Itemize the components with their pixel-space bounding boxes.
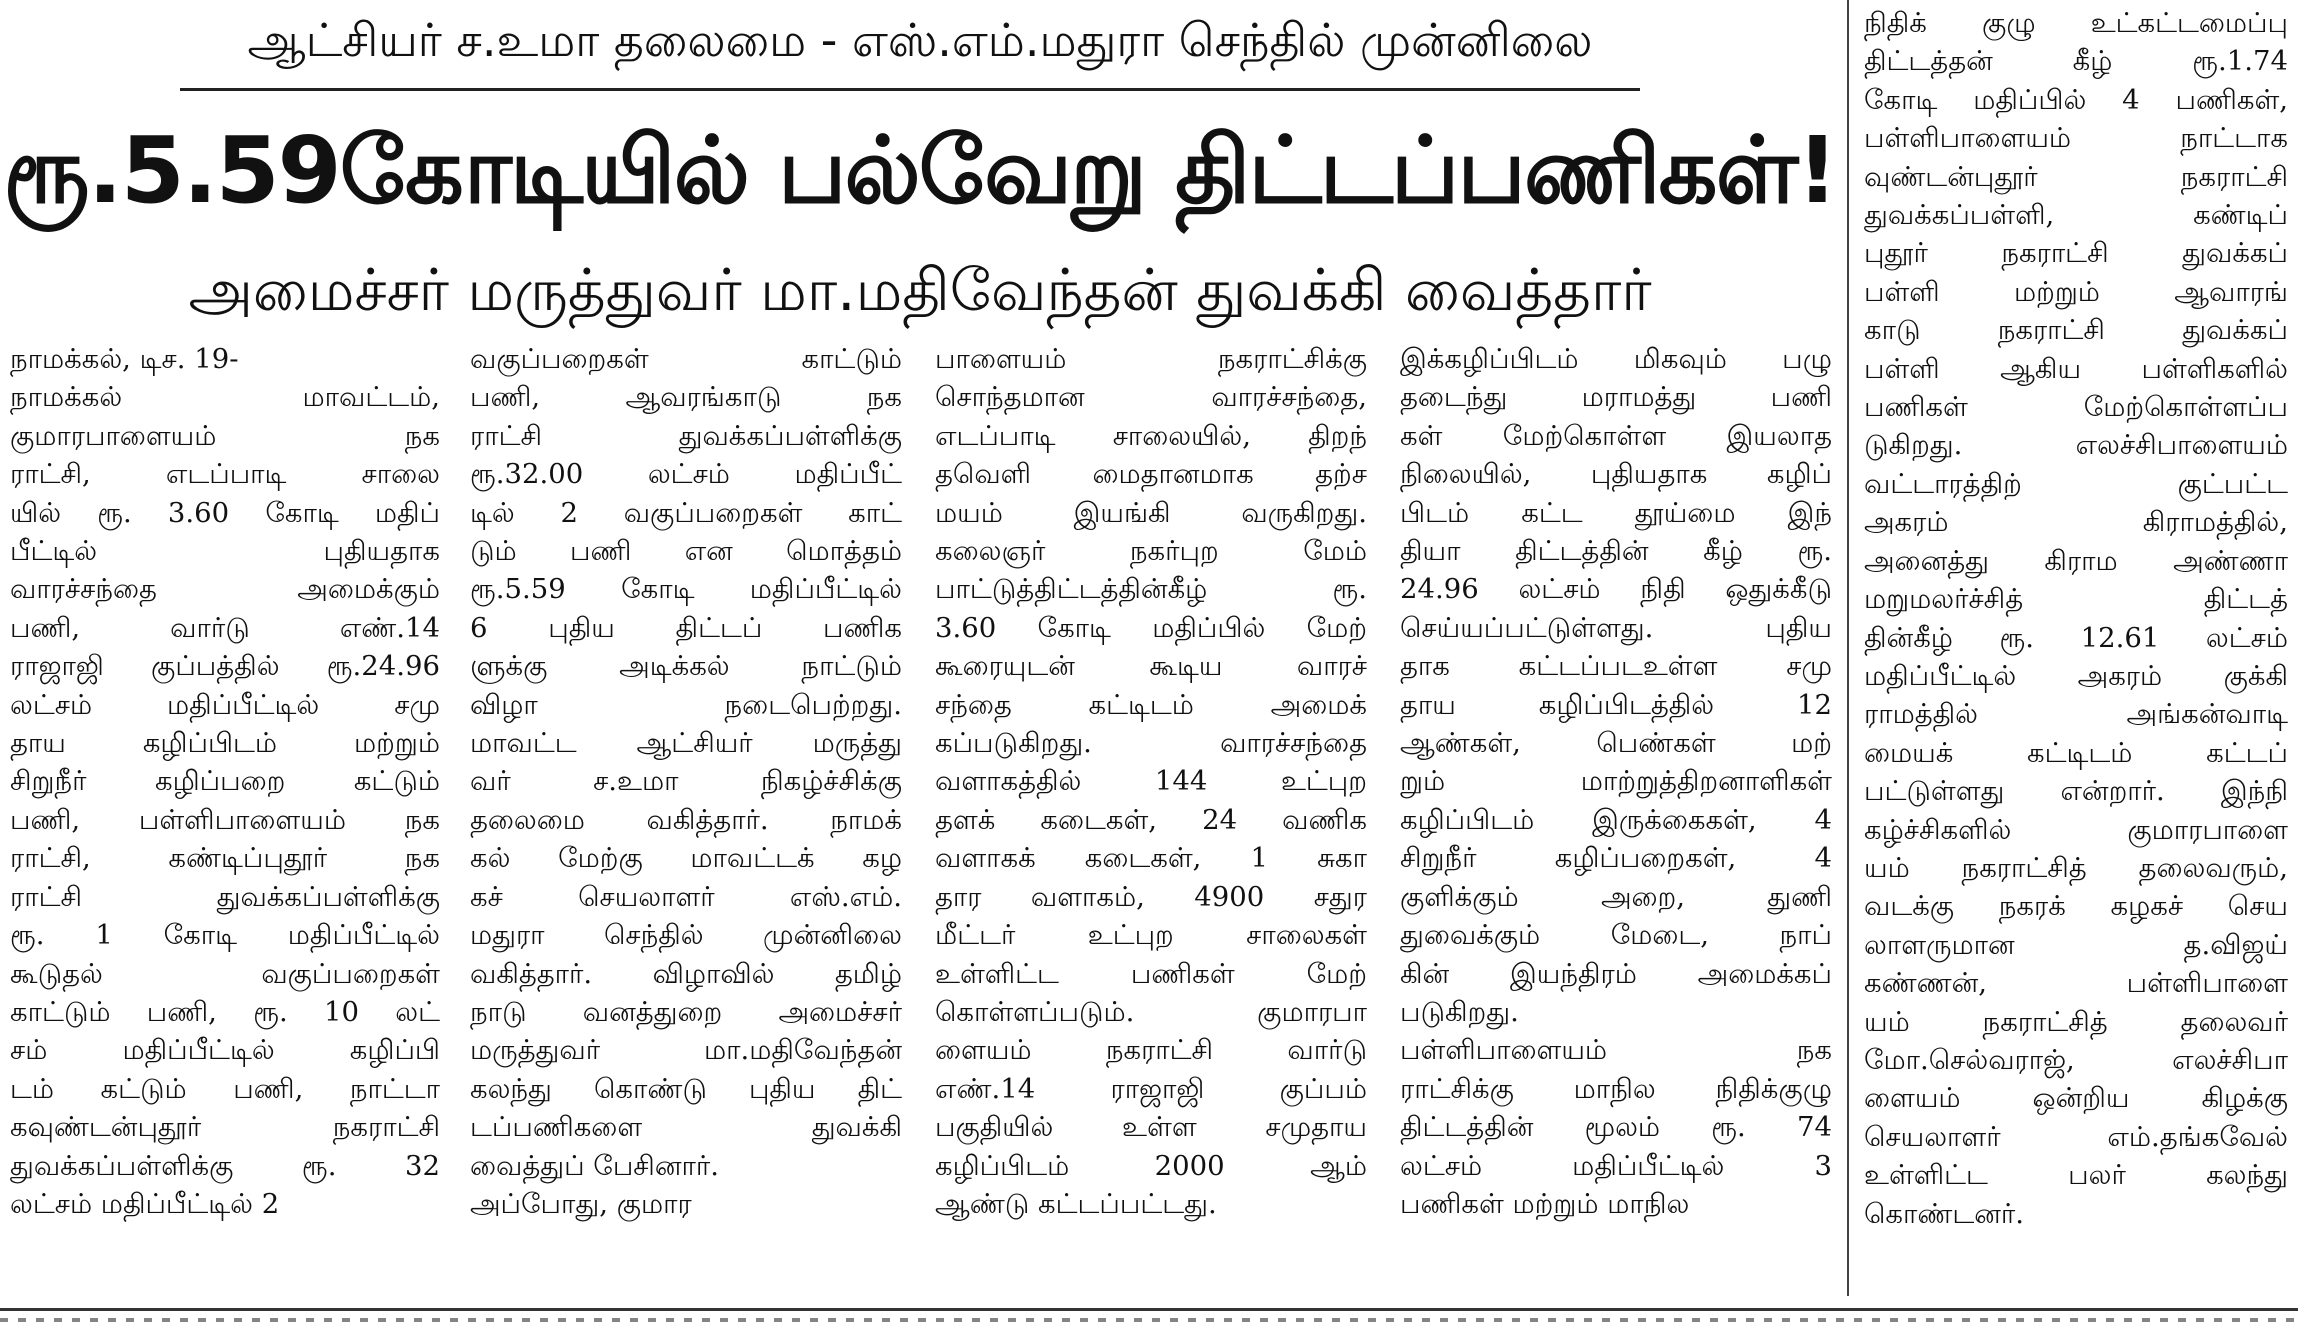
- text-line: தாக கட்டப்படஉள்ள சமு: [1400, 650, 1832, 683]
- bottom-rule: [0, 1308, 2298, 1311]
- text-line: கொண்டனர்.: [1864, 1197, 2025, 1230]
- text-line: டம் கட்டும் பணி, நாட்டா: [10, 1072, 440, 1105]
- text-line: வாரச்சந்தை அமைக்கும்: [10, 573, 440, 606]
- text-line: ஆண்கள், பெண்கள் மற்: [1400, 727, 1832, 760]
- text-line: வுண்டன்புதூர் நகராட்சி: [1864, 160, 2288, 193]
- text-line: கச் செயலாளர் எஸ்.எம்.: [470, 880, 902, 913]
- text-line: லட்சம் மதிப்பீட்டில் 3: [1400, 1149, 1832, 1182]
- text-line: தவெளி மைதானமாக தற்ச: [935, 458, 1367, 491]
- text-line: றும் மாற்றுத்திறனாளிகள்: [1400, 765, 1832, 798]
- text-line: வளாகக் கடைகள், 1 சுகா: [935, 842, 1367, 875]
- kicker-divider: [180, 88, 1640, 91]
- text-line: ராட்சி துவக்கப்பள்ளிக்கு: [470, 419, 902, 452]
- text-line: குளிக்கும் அறை, துணி: [1400, 880, 1832, 913]
- text-line: சிறுநீர் கழிப்பறைகள், 4: [1400, 842, 1832, 875]
- text-line: பாளையம் நகராட்சிக்கு: [935, 343, 1367, 375]
- text-line: வகித்தார். விழாவில் தமிழ்: [470, 957, 902, 990]
- text-line: நிலையில், புதியதாக கழிப்: [1400, 458, 1832, 491]
- text-line: பள்ளிபாளையம் நாட்டாக: [1864, 122, 2288, 155]
- text-line: வட்டாரத்திற் குட்பட்ட: [1864, 467, 2288, 500]
- text-line: ராட்சி துவக்கப்பள்ளிக்கு: [10, 880, 440, 913]
- text-line: அகரம் கிராமத்தில்,: [1864, 506, 2288, 539]
- text-line: கள் மேற்கொள்ள இயலாத: [1400, 419, 1832, 452]
- text-line: புதூர் நகராட்சி துவக்கப்: [1864, 237, 2288, 270]
- text-line: பள்ளி மற்றும் ஆவாரங்: [1864, 275, 2288, 308]
- text-line: 24.96 லட்சம் நிதி ஒதுக்கீடு: [1400, 573, 1832, 606]
- text-line: காட்டும் பணி, ரூ. 10 லட்: [10, 995, 440, 1028]
- text-line: மீட்டர் உட்புற சாலைகள்: [935, 919, 1367, 952]
- text-line: பட்டுள்ளது என்றார். இந்நி: [1864, 775, 2288, 808]
- bottom-dashed-rule: [0, 1318, 2298, 1322]
- text-line: ராட்சி, கண்டிப்புதூர் நக: [10, 842, 440, 875]
- text-line: வடக்கு நகரக் கழகச் செய: [1864, 890, 2288, 923]
- text-line: கோடி மதிப்பில் 4 பணிகள்,: [1864, 83, 2288, 116]
- text-line: எடப்பாடி சாலையில், திறந்: [935, 419, 1367, 452]
- text-line: ராமத்தில் அங்கன்வாடி: [1864, 698, 2288, 731]
- text-line: பகுதியில் உள்ள சமுதாய: [935, 1111, 1367, 1144]
- text-line: நாமக்கல் மாவட்டம்,: [10, 381, 440, 414]
- text-line: குமாரபாளையம் நக: [10, 419, 440, 452]
- text-line: பணிகள் மேற்கொள்ளப்ப: [1864, 391, 2288, 424]
- text-line: ராட்சி, எடப்பாடி சாலை: [10, 458, 440, 491]
- text-line: இக்கழிப்பிடம் மிகவும் பழு: [1400, 343, 1832, 375]
- text-line: தாய கழிப்பிடத்தில் 12: [1400, 688, 1832, 721]
- text-line: லட்சம் மதிப்பீட்டில் சமு: [10, 688, 440, 721]
- text-line: மருத்துவர் மா.மதிவேந்தன்: [470, 1034, 902, 1067]
- text-line: கல் மேற்கு மாவட்டக் கழ: [470, 842, 902, 875]
- text-line: பள்ளி ஆகிய பள்ளிகளில்: [1864, 352, 2288, 385]
- text-line: மையக் கட்டிடம் கட்டப்: [1864, 736, 2288, 769]
- text-line: லட்சம் மதிப்பீட்டில் 2: [10, 1187, 280, 1220]
- text-line: படுகிறது.: [1400, 995, 1519, 1028]
- text-line: மதிப்பீட்டில் அகரம் குக்கி: [1864, 659, 2288, 692]
- text-line: யில் ரூ. 3.60 கோடி மதிப்: [10, 496, 440, 529]
- text-line: உள்ளிட்ட பலர் கலந்து: [1864, 1159, 2288, 1192]
- text-line: மறுமலர்ச்சித் திட்டத்: [1864, 583, 2288, 616]
- text-line: மோ.செல்வராஜ், எலச்சிபா: [1864, 1043, 2288, 1076]
- text-line: பாட்டுத்திட்டத்தின்கீழ் ரூ.: [935, 573, 1367, 606]
- text-line: துவக்கப்பள்ளிக்கு ரூ. 32: [10, 1149, 440, 1182]
- article-column-3: [935, 340, 1367, 1300]
- text-line: பள்ளிபாளையம் நக: [1400, 1034, 1832, 1067]
- kicker-line: ஆட்சியர் ச.உமா தலைமை - எஸ்.எம்.மதுரா செந்தில் முன்னிலை: [247, 13, 1593, 67]
- text-line: ரூ.5.59 கோடி மதிப்பீட்டில்: [470, 573, 902, 606]
- text-line: லாளருமான த.விஜய்: [1864, 928, 2288, 961]
- text-line: கண்ணன், பள்ளிபாளை: [1864, 967, 2288, 1000]
- text-line: தார வளாகம், 4900 சதுர: [935, 880, 1367, 913]
- text-line: மாவட்ட ஆட்சியர் மருத்து: [470, 727, 902, 760]
- column-divider: [1847, 0, 1849, 1296]
- text-line: 3.60 கோடி மதிப்பில் மேற்: [935, 611, 1367, 644]
- text-line: வகுப்பறைகள் காட்டும்: [470, 343, 902, 375]
- text-line: அப்போது, குமார: [470, 1187, 692, 1220]
- article-column-2: [470, 340, 902, 1300]
- text-line: பிடம் கட்ட தூய்மை இந்: [1400, 496, 1832, 529]
- text-line: நிதிக் குழு உட்கட்டமைப்பு: [1864, 7, 2288, 39]
- text-line: தடைந்து மராமத்து பணி: [1400, 381, 1832, 414]
- text-line: செய்யப்பட்டுள்ளது. புதிய: [1400, 611, 1832, 644]
- text-line: மதுரா செந்தில் முன்னிலை: [470, 919, 902, 952]
- text-line: கவுண்டன்புதூர் நகராட்சி: [10, 1111, 440, 1144]
- text-line: சொந்தமான வாரச்சந்தை,: [935, 381, 1367, 414]
- text-line: துவக்கப்பள்ளி, கண்டிப்: [1864, 199, 2288, 232]
- text-line: காடு நகராட்சி துவக்கப்: [1864, 314, 2288, 347]
- text-line: சம் மதிப்பீட்டில் கழிப்பி: [10, 1034, 440, 1067]
- text-line: வைத்துப் பேசினார்.: [470, 1149, 719, 1182]
- text-line: கின் இயந்திரம் அமைக்கப்: [1400, 957, 1832, 990]
- text-line: டப்பணிகளை துவக்கி: [470, 1111, 902, 1144]
- text-line: மயம் இயங்கி வருகிறது.: [935, 496, 1367, 529]
- text-line: வளாகத்தில் 144 உட்புற: [935, 765, 1367, 798]
- text-line: தலைமை வகித்தார். நாமக்: [470, 803, 902, 836]
- text-line: கலைஞர் நகர்புற மேம்: [935, 535, 1367, 568]
- text-line: கலந்து கொண்டு புதிய திட்: [470, 1072, 902, 1105]
- text-line: நாமக்கல், டிச. 19-: [10, 343, 239, 375]
- text-line: பணி, பள்ளிபாளையம் நக: [10, 803, 440, 836]
- text-line: கப்படுகிறது. வாரச்சந்தை: [935, 727, 1367, 760]
- text-line: வர் ச.உமா நிகழ்ச்சிக்கு: [470, 765, 902, 798]
- article-column-1: [10, 340, 440, 1300]
- text-line: பணி, ஆவரங்காடு நக: [470, 381, 902, 414]
- headline: ரூ.5.59கோடியில் பல்வேறு திட்டப்பணிகள்!: [3, 117, 1837, 224]
- text-line: சந்தை கட்டிடம் அமைக்: [935, 688, 1367, 721]
- text-line: ஆண்டு கட்டப்பட்டது.: [935, 1187, 1217, 1220]
- text-line: உள்ளிட்ட பணிகள் மேற்: [935, 957, 1367, 990]
- text-line: சிறுநீர் கழிப்பறை கட்டும்: [10, 765, 440, 798]
- text-line: யம் நகராட்சித் தலைவரும்,: [1864, 851, 2288, 884]
- article-column-4: [1400, 340, 1832, 1300]
- subheadline: அமைச்சர் மருத்துவர் மா.மதிவேந்தன் துவக்கி வைத்தார்: [188, 256, 1652, 324]
- text-line: 6 புதிய திட்டப் பணிக: [470, 611, 902, 644]
- text-line: துவைக்கும் மேடை, நாப்: [1400, 919, 1832, 952]
- text-line: கூடுதல் வகுப்பறைகள்: [10, 957, 440, 990]
- text-line: செயலாளர் எம்.தங்கவேல்: [1864, 1120, 2288, 1153]
- text-line: கழிப்பிடம் 2000 ஆம்: [935, 1149, 1367, 1182]
- text-line: ராஜாஜி குப்பத்தில் ரூ.24.96: [10, 650, 440, 683]
- text-line: தியா திட்டத்தின் கீழ் ரூ.: [1400, 535, 1832, 568]
- text-line: அனைத்து கிராம அண்ணா: [1864, 544, 2288, 577]
- text-line: ரூ. 1 கோடி மதிப்பீட்டில்: [10, 919, 440, 952]
- text-line: டும் பணி என மொத்தம்: [470, 535, 902, 568]
- text-line: யம் நகராட்சித் தலைவர்: [1864, 1005, 2288, 1038]
- text-line: விழா நடைபெற்றது.: [470, 688, 902, 721]
- text-line: ளையம் ஒன்றிய கிழக்கு: [1864, 1082, 2288, 1115]
- text-line: நாடு வனத்துறை அமைச்சர்: [470, 995, 902, 1028]
- text-line: பணிகள் மற்றும் மாநில: [1400, 1187, 1690, 1220]
- text-line: கழ்ச்சிகளில் குமாரபாளை: [1864, 813, 2288, 846]
- article-header: [0, 0, 1840, 340]
- text-line: டுகிறது. எலச்சிபாளையம்: [1864, 429, 2288, 462]
- text-line: தின்கீழ் ரூ. 12.61 லட்சம்: [1864, 621, 2288, 654]
- text-line: திட்டத்தன் கீழ் ரூ.1.74: [1864, 45, 2288, 78]
- text-line: கழிப்பிடம் இருக்கைகள், 4: [1400, 803, 1832, 836]
- text-line: தளக் கடைகள், 24 வணிக: [935, 803, 1367, 836]
- text-line: ராட்சிக்கு மாநில நிதிக்குழு: [1400, 1072, 1832, 1105]
- text-line: தாய கழிப்பிடம் மற்றும்: [10, 727, 440, 760]
- text-line: திட்டத்தின் மூலம் ரூ. 74: [1400, 1111, 1832, 1144]
- article-column-5: [1864, 4, 2288, 1304]
- text-line: கொள்ளப்படும். குமாரபா: [935, 995, 1367, 1028]
- text-line: கூரையுடன் கூடிய வாரச்: [935, 650, 1367, 683]
- text-line: ளையம் நகராட்சி வார்டு: [935, 1034, 1367, 1067]
- text-line: ளுக்கு அடிக்கல் நாட்டும்: [470, 650, 902, 683]
- text-line: பீட்டில் புதியதாக: [10, 535, 440, 568]
- text-line: ரூ.32.00 லட்சம் மதிப்பீட்: [470, 458, 902, 491]
- text-line: பணி, வார்டு எண்.14: [10, 611, 440, 644]
- text-line: எண்.14 ராஜாஜி குப்பம்: [935, 1072, 1367, 1105]
- text-line: டில் 2 வகுப்பறைகள் காட்: [470, 496, 902, 529]
